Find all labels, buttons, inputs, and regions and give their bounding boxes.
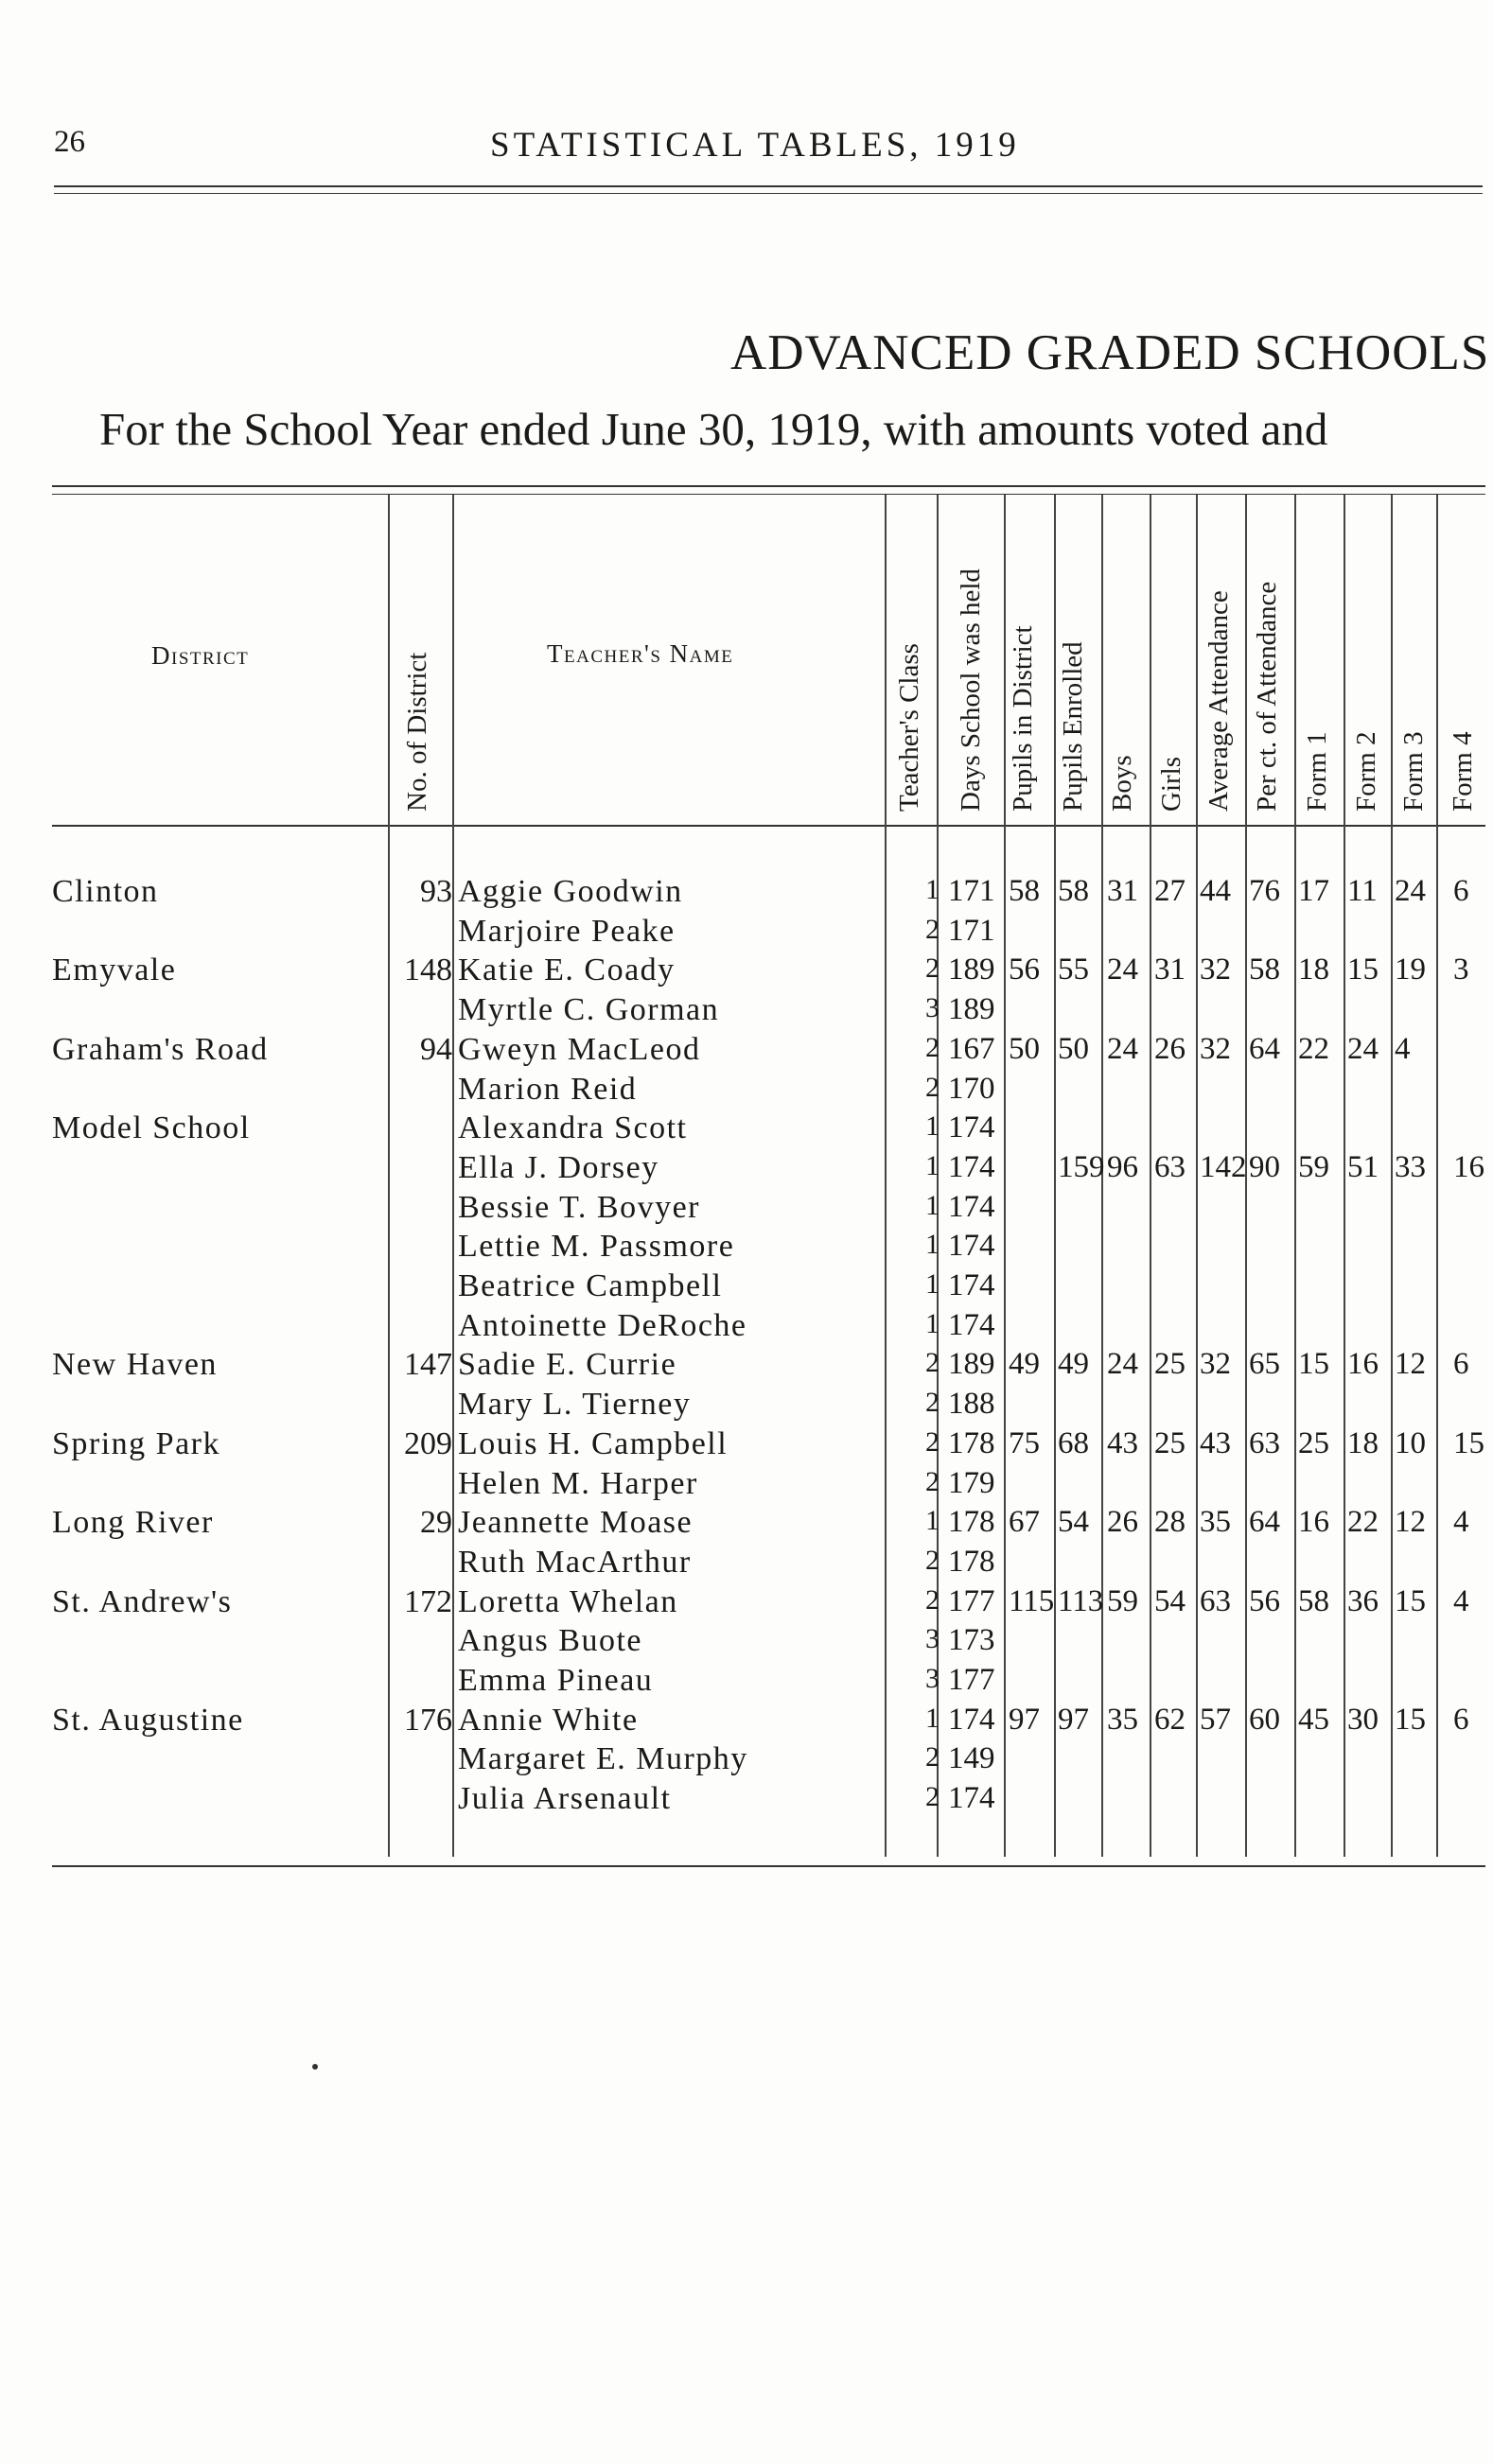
form1-cell: 22 — [1298, 1031, 1329, 1066]
col-rule — [388, 495, 390, 1857]
per-ct-attendance-cell: 56 — [1249, 1583, 1280, 1618]
district-number-cell: 147 — [404, 1347, 452, 1383]
form4-cell: 6 — [1453, 1702, 1469, 1737]
teacher-name-cell: Bessie T. Bovyer — [458, 1189, 700, 1225]
pupils-in-district-cell: 67 — [1009, 1505, 1040, 1540]
girls-cell: 27 — [1154, 874, 1186, 908]
teacher-class-cell: 2 — [925, 1781, 940, 1813]
pupils-enrolled-cell: 58 — [1058, 874, 1089, 908]
header-form4: Form 4 — [1448, 731, 1478, 812]
pupils-in-district-cell: 75 — [1009, 1425, 1040, 1460]
teacher-name-cell: Antoinette DeRoche — [458, 1307, 747, 1343]
pupils-in-district-cell: 49 — [1009, 1347, 1040, 1382]
average-attendance-cell: 32 — [1200, 1031, 1231, 1066]
average-attendance-cell: 44 — [1200, 874, 1231, 908]
form1-cell: 25 — [1298, 1425, 1329, 1460]
teacher-name-cell: Mary L. Tierney — [458, 1387, 692, 1423]
form3-cell: 10 — [1395, 1425, 1426, 1460]
table-subtitle: For the School Year ended June 30, 1919, with amounts voted and — [99, 403, 1328, 455]
girls-cell: 54 — [1154, 1583, 1186, 1618]
girls-cell: 26 — [1154, 1031, 1186, 1066]
form1-cell: 15 — [1298, 1347, 1329, 1382]
days-held-cell: 188 — [948, 1387, 995, 1422]
district-cell: Model School — [52, 1110, 251, 1146]
form3-cell: 12 — [1395, 1505, 1426, 1540]
pupils-in-district-cell: 50 — [1009, 1031, 1040, 1066]
girls-cell: 25 — [1154, 1347, 1186, 1382]
per-ct-attendance-cell: 65 — [1249, 1347, 1280, 1382]
district-number-cell: 93 — [420, 874, 452, 909]
header-boys: Boys — [1107, 755, 1137, 812]
header-per-ct-attendance: Per ct. of Attendance — [1252, 581, 1282, 812]
district-number-cell: 29 — [420, 1505, 452, 1541]
girls-cell: 31 — [1154, 952, 1186, 987]
teacher-name-cell: Aggie Goodwin — [458, 874, 683, 909]
district-cell: St. Augustine — [52, 1702, 244, 1738]
header-form2: Form 2 — [1351, 731, 1381, 812]
teacher-class-cell: 1 — [925, 1307, 940, 1339]
district-cell: Graham's Road — [52, 1031, 269, 1067]
days-held-cell: 174 — [948, 1110, 995, 1145]
days-held-cell: 173 — [948, 1623, 995, 1658]
district-cell: St. Andrew's — [52, 1583, 233, 1619]
district-number-cell: 209 — [404, 1425, 452, 1461]
teacher-name-cell: Marjoire Peake — [458, 913, 676, 949]
average-attendance-cell: 32 — [1200, 1347, 1231, 1382]
days-held-cell: 149 — [948, 1741, 995, 1776]
boys-cell: 59 — [1107, 1583, 1138, 1618]
table-title: ADVANCED GRADED SCHOOLS — [730, 325, 1490, 380]
form2-cell: 18 — [1347, 1425, 1379, 1460]
days-held-cell: 174 — [948, 1781, 995, 1816]
district-cell: Long River — [52, 1505, 214, 1541]
per-ct-attendance-cell: 90 — [1249, 1149, 1280, 1184]
header-no-of-district: No. of District — [402, 652, 432, 812]
days-held-cell: 178 — [948, 1505, 995, 1540]
per-ct-attendance-cell: 76 — [1249, 874, 1280, 908]
district-number-cell: 172 — [404, 1583, 452, 1619]
form2-cell: 36 — [1347, 1583, 1379, 1618]
days-held-cell: 189 — [948, 1347, 995, 1382]
boys-cell: 24 — [1107, 1347, 1138, 1382]
form2-cell: 22 — [1347, 1505, 1379, 1540]
form4-cell: 4 — [1453, 1505, 1469, 1540]
teacher-name-cell: Katie E. Coady — [458, 952, 676, 988]
girls-cell: 63 — [1154, 1149, 1186, 1184]
teacher-name-cell: Loretta Whelan — [458, 1583, 678, 1619]
days-held-cell: 174 — [948, 1189, 995, 1224]
teacher-class-cell: 3 — [925, 992, 940, 1024]
days-held-cell: 170 — [948, 1071, 995, 1106]
header-form3: Form 3 — [1398, 731, 1429, 812]
teacher-name-cell: Alexandra Scott — [458, 1110, 688, 1146]
average-attendance-cell: 142 — [1200, 1149, 1247, 1184]
days-held-cell: 179 — [948, 1465, 995, 1500]
teacher-name-cell: Helen M. Harper — [458, 1465, 698, 1501]
teacher-class-cell: 2 — [925, 1347, 940, 1379]
form1-cell: 17 — [1298, 874, 1329, 908]
ink-speck — [312, 2064, 318, 2070]
boys-cell: 43 — [1107, 1425, 1138, 1460]
teacher-name-cell: Sadie E. Currie — [458, 1347, 677, 1383]
teacher-name-cell: Julia Arsenault — [458, 1781, 672, 1817]
days-held-cell: 174 — [948, 1702, 995, 1737]
boys-cell: 31 — [1107, 874, 1138, 908]
average-attendance-cell: 43 — [1200, 1425, 1231, 1460]
teacher-class-cell: 2 — [925, 1425, 940, 1458]
district-cell: Spring Park — [52, 1425, 220, 1461]
form3-cell: 15 — [1395, 1583, 1426, 1618]
form4-cell: 15 — [1453, 1425, 1484, 1460]
form3-cell: 33 — [1395, 1149, 1426, 1184]
form2-cell: 11 — [1347, 874, 1378, 908]
boys-cell: 35 — [1107, 1702, 1138, 1737]
header-pupils-enrolled: Pupils Enrolled — [1058, 641, 1088, 812]
form4-cell: 16 — [1453, 1149, 1484, 1184]
days-held-cell: 178 — [948, 1544, 995, 1579]
pupils-enrolled-cell: 55 — [1058, 952, 1089, 987]
district-cell: Clinton — [52, 874, 159, 909]
average-attendance-cell: 35 — [1200, 1505, 1231, 1540]
form4-cell: 6 — [1453, 874, 1469, 908]
teacher-class-cell: 2 — [925, 1387, 940, 1419]
pupils-enrolled-cell: 113 — [1058, 1583, 1104, 1618]
table-rule-top — [52, 485, 1485, 487]
teacher-class-cell: 2 — [925, 1583, 940, 1616]
col-rule — [1150, 495, 1151, 1857]
header-days-held: Days School was held — [956, 568, 986, 812]
girls-cell: 62 — [1154, 1702, 1186, 1737]
teacher-class-cell: 2 — [925, 1031, 940, 1063]
teacher-class-cell: 2 — [925, 1071, 940, 1103]
form2-cell: 24 — [1347, 1031, 1379, 1066]
form4-cell: 3 — [1453, 952, 1469, 987]
teacher-name-cell: Louis H. Campbell — [458, 1425, 729, 1461]
teacher-name-cell: Lettie M. Passmore — [458, 1229, 735, 1265]
form1-cell: 58 — [1298, 1583, 1329, 1618]
teacher-name-cell: Ruth MacArthur — [458, 1544, 692, 1580]
pupils-in-district-cell: 56 — [1009, 952, 1040, 987]
pupils-in-district-cell: 115 — [1009, 1583, 1055, 1618]
average-attendance-cell: 32 — [1200, 952, 1231, 987]
days-held-cell: 171 — [948, 874, 995, 908]
header-average-attendance: Average Attendance — [1203, 590, 1234, 812]
teacher-class-cell: 1 — [925, 1268, 940, 1300]
pupils-enrolled-cell: 97 — [1058, 1702, 1089, 1737]
form2-cell: 16 — [1347, 1347, 1379, 1382]
col-rule — [1004, 495, 1006, 1857]
pupils-enrolled-cell: 49 — [1058, 1347, 1089, 1382]
head-rule-bottom — [54, 193, 1483, 194]
per-ct-attendance-cell: 64 — [1249, 1031, 1280, 1066]
days-held-cell: 171 — [948, 913, 995, 948]
table-rule-top-2 — [52, 494, 1485, 495]
header-teachers-name: Teacher's Name — [547, 639, 734, 668]
pupils-enrolled-cell: 68 — [1058, 1425, 1089, 1460]
teacher-name-cell: Myrtle C. Gorman — [458, 992, 720, 1028]
form2-cell: 51 — [1347, 1149, 1379, 1184]
head-rule-top — [54, 185, 1483, 187]
teacher-name-cell: Angus Buote — [458, 1623, 642, 1659]
teacher-name-cell: Marion Reid — [458, 1071, 638, 1107]
form4-cell: 6 — [1453, 1347, 1469, 1382]
pupils-in-district-cell: 97 — [1009, 1702, 1040, 1737]
header-girls: Girls — [1156, 757, 1186, 812]
col-rule — [885, 495, 887, 1857]
days-held-cell: 174 — [948, 1307, 995, 1342]
days-held-cell: 167 — [948, 1031, 995, 1066]
form3-cell: 12 — [1395, 1347, 1426, 1382]
teacher-class-cell: 2 — [925, 952, 940, 985]
district-cell: New Haven — [52, 1347, 218, 1383]
form4-cell: 4 — [1453, 1583, 1469, 1618]
girls-cell: 25 — [1154, 1425, 1186, 1460]
table-rule-bottom — [52, 1865, 1485, 1867]
teacher-name-cell: Annie White — [458, 1702, 639, 1738]
district-number-cell: 176 — [404, 1702, 452, 1738]
days-held-cell: 174 — [948, 1268, 995, 1302]
form1-cell: 18 — [1298, 952, 1329, 987]
teacher-name-cell: Beatrice Campbell — [458, 1268, 723, 1303]
boys-cell: 96 — [1107, 1149, 1138, 1184]
pupils-enrolled-cell: 159 — [1058, 1149, 1105, 1184]
teacher-class-cell: 2 — [925, 913, 940, 945]
col-rule — [1196, 495, 1198, 1857]
form3-cell: 15 — [1395, 1702, 1426, 1737]
boys-cell: 24 — [1107, 952, 1138, 987]
teacher-class-cell: 1 — [925, 1229, 940, 1261]
per-ct-attendance-cell: 60 — [1249, 1702, 1280, 1737]
days-held-cell: 174 — [948, 1149, 995, 1184]
form1-cell: 16 — [1298, 1505, 1329, 1540]
header-rule — [52, 825, 1485, 827]
average-attendance-cell: 57 — [1200, 1702, 1231, 1737]
per-ct-attendance-cell: 64 — [1249, 1505, 1280, 1540]
teacher-class-cell: 2 — [925, 1544, 940, 1576]
boys-cell: 24 — [1107, 1031, 1138, 1066]
header-teachers-class: Teacher's Class — [894, 643, 924, 812]
teacher-class-cell: 1 — [925, 1189, 940, 1221]
col-rule — [452, 495, 454, 1857]
col-rule — [1054, 495, 1056, 1857]
days-held-cell: 189 — [948, 952, 995, 987]
teacher-class-cell: 3 — [925, 1623, 940, 1655]
days-held-cell: 189 — [948, 992, 995, 1027]
average-attendance-cell: 63 — [1200, 1583, 1231, 1618]
days-held-cell: 177 — [948, 1663, 995, 1697]
boys-cell: 26 — [1107, 1505, 1138, 1540]
form3-cell: 4 — [1395, 1031, 1411, 1066]
days-held-cell: 178 — [948, 1425, 995, 1460]
col-rule — [1344, 495, 1345, 1857]
district-number-cell: 94 — [420, 1031, 452, 1067]
running-head-title: STATISTICAL TABLES, 1919 — [490, 126, 1020, 165]
days-held-cell: 177 — [948, 1583, 995, 1618]
per-ct-attendance-cell: 58 — [1249, 952, 1280, 987]
form3-cell: 19 — [1395, 952, 1426, 987]
teacher-name-cell: Jeannette Moase — [458, 1505, 694, 1541]
col-rule — [1436, 495, 1438, 1857]
col-rule — [1391, 495, 1393, 1857]
form2-cell: 15 — [1347, 952, 1379, 987]
teacher-class-cell: 2 — [925, 1741, 940, 1774]
teacher-class-cell: 1 — [925, 1505, 940, 1537]
teacher-class-cell: 1 — [925, 1702, 940, 1734]
pupils-enrolled-cell: 50 — [1058, 1031, 1089, 1066]
form1-cell: 45 — [1298, 1702, 1329, 1737]
days-held-cell: 174 — [948, 1229, 995, 1264]
per-ct-attendance-cell: 63 — [1249, 1425, 1280, 1460]
col-rule — [1294, 495, 1296, 1857]
district-cell: Emyvale — [52, 952, 177, 988]
header-pupils-in-district: Pupils in District — [1008, 625, 1038, 812]
teacher-name-cell: Gweyn MacLeod — [458, 1031, 701, 1067]
teacher-class-cell: 3 — [925, 1663, 940, 1694]
girls-cell: 28 — [1154, 1505, 1186, 1540]
form3-cell: 24 — [1395, 874, 1426, 908]
pupils-enrolled-cell: 54 — [1058, 1505, 1089, 1540]
page-number: 26 — [54, 125, 85, 159]
pupils-in-district-cell: 58 — [1009, 874, 1040, 908]
teacher-class-cell: 1 — [925, 1110, 940, 1143]
teacher-class-cell: 1 — [925, 1149, 940, 1181]
form1-cell: 59 — [1298, 1149, 1329, 1184]
header-district: District — [151, 641, 250, 670]
header-form1: Form 1 — [1302, 731, 1332, 812]
teacher-name-cell: Margaret E. Murphy — [458, 1741, 748, 1777]
form2-cell: 30 — [1347, 1702, 1379, 1737]
district-number-cell: 148 — [404, 952, 452, 988]
teacher-name-cell: Ella J. Dorsey — [458, 1149, 659, 1185]
teacher-class-cell: 1 — [925, 874, 940, 905]
teacher-name-cell: Emma Pineau — [458, 1663, 654, 1698]
teacher-class-cell: 2 — [925, 1465, 940, 1497]
